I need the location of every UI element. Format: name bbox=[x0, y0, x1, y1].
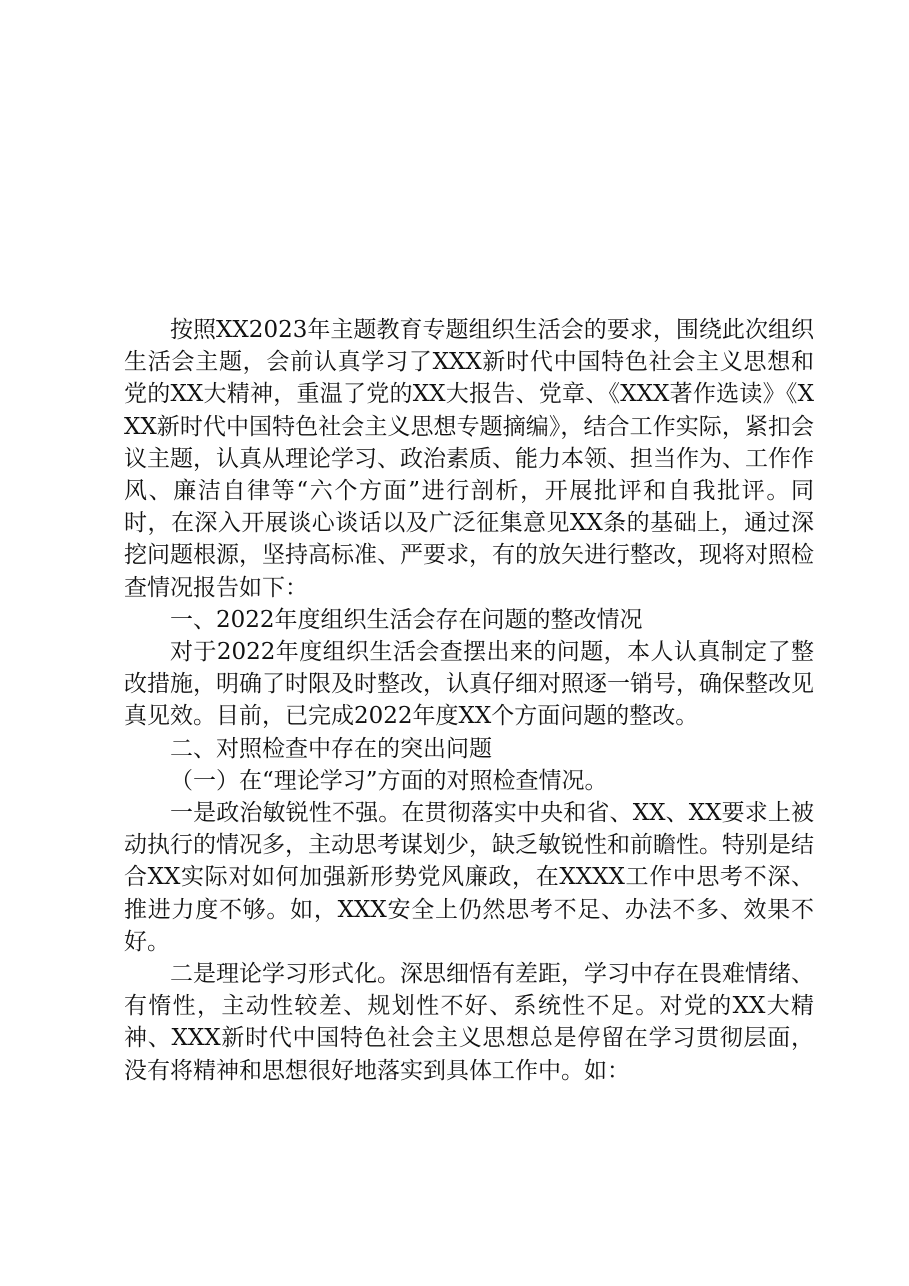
section-1-heading: 一、2022年度组织生活会存在问题的整改情况 bbox=[170, 606, 643, 633]
section-1-paragraph: 对于2022年度组织生活会查摆出来的问题，本人认真制定了整改措施，明确了时限及时整改，认真仔细对照逐一销号，确保整改见真见效。目前，已完成2022年度XX个方面问题的整改。 bbox=[124, 639, 814, 730]
point-2-paragraph: 二是理论学习形式化。深思细悟有差距，学习中存在畏难情绪、有惰性，主动性较差、规划性不好、系统性不足。对党的XX大精神、XXX新时代中国特色社会主义思想总是停留在学习贯彻层面，没有将精神和思想很好地落实到具体工作中。如： bbox=[124, 961, 814, 1084]
document-body bbox=[124, 314, 814, 1087]
intro-paragraph: 按照XX2023年主题教育专题组织生活会的要求，围绕此次组织生活会主题，会前认真学习了XXX新时代中国特色社会主义思想和党的XX大精神，重温了党的XX大报告、党章、《XXX著作选读》《XXX新时代中国特色社会主义思想专题摘编》，结合工作实际，紧扣会议主题，认真从理论学习、政治素质、能力本领、担当作为、工作作风、廉洁自律等“六个方面”进行剖析，开展批评和自我批评。同时，在深入开展谈心谈话以及广泛征集意见XX条的基础上，通过深挖问题根源，坚持高标准、严要求，有的放矢进行整改，现将对照检查情况报告如下： bbox=[124, 317, 814, 601]
subsection-1-heading: （一）在“理论学习”方面的对照检查情况。 bbox=[170, 767, 608, 794]
section-2-heading: 二、对照检查中存在的突出问题 bbox=[170, 735, 492, 762]
point-1-paragraph: 一是政治敏锐性不强。在贯彻落实中央和省、XX、XX要求上被动执行的情况多，主动思考谋划少，缺乏敏锐性和前瞻性。特别是结合XX实际对如何加强新形势党风廉政，在XXXX工作中思考不深、推进力度不够。如，XXX安全上仍然思考不足、办法不多、效果不好。 bbox=[124, 800, 814, 955]
